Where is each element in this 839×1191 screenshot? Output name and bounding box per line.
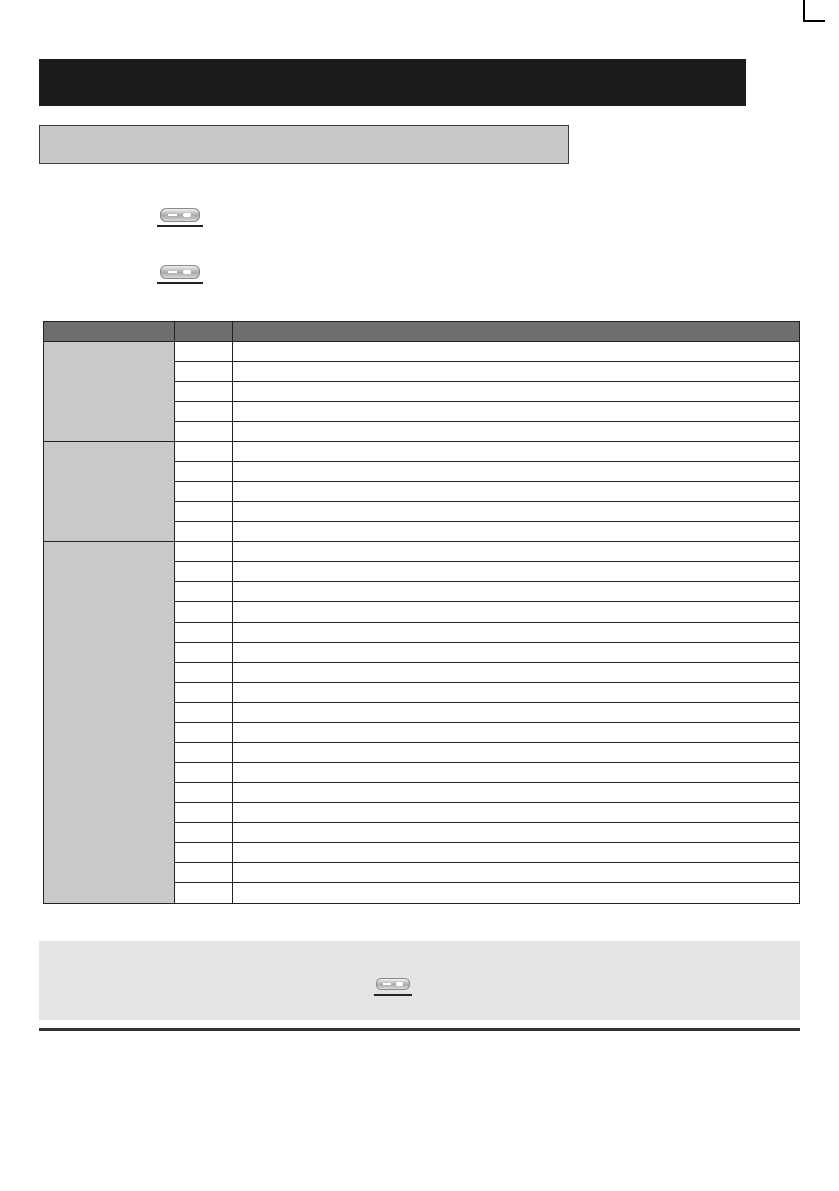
- table-cell: [175, 562, 233, 582]
- table-cell: [175, 743, 233, 763]
- table-group-cell: [44, 342, 175, 442]
- table-cell: [175, 883, 233, 903]
- table-cell: [233, 602, 799, 622]
- table-cell: [175, 442, 233, 462]
- table-cell: [233, 643, 799, 663]
- table-cell: [175, 522, 233, 542]
- table-cell: [233, 542, 799, 562]
- table-group-cell: [44, 542, 175, 903]
- table-cell: [175, 382, 233, 402]
- table-cell: [175, 362, 233, 382]
- table-cell: [175, 703, 233, 723]
- table-cell: [175, 843, 233, 863]
- table-cell: [233, 502, 799, 522]
- table-cell: [233, 462, 799, 482]
- table-cell: [175, 663, 233, 683]
- table-cell: [233, 863, 799, 883]
- table-cell: [175, 482, 233, 502]
- table-cell: [233, 743, 799, 763]
- table-cell: [175, 783, 233, 803]
- table-cell: [233, 663, 799, 683]
- table-cell: [233, 703, 799, 723]
- table-cell: [233, 422, 799, 442]
- table-cell: [233, 342, 799, 362]
- table-cell: [233, 763, 799, 783]
- table-cell: [175, 803, 233, 823]
- table-cell: [175, 422, 233, 442]
- table-cell: [175, 602, 233, 622]
- table-cell: [233, 683, 799, 703]
- table-cell: [233, 582, 799, 602]
- table-cell: [233, 783, 799, 803]
- table-cell: [175, 462, 233, 482]
- table-cell: [175, 402, 233, 422]
- table-cell: [233, 382, 799, 402]
- remote-key-icon: [157, 207, 203, 227]
- table-cell: [233, 482, 799, 502]
- table-cell: [233, 803, 799, 823]
- crop-mark: [803, 0, 825, 22]
- table-cell: [233, 562, 799, 582]
- table-cell: [175, 502, 233, 522]
- table-cell: [233, 843, 799, 863]
- divider: [39, 1028, 800, 1031]
- note-box: [39, 941, 800, 1020]
- table-cell: [175, 623, 233, 643]
- table-cell: [175, 823, 233, 843]
- table-cell: [233, 883, 799, 903]
- table-cell: [175, 582, 233, 602]
- table-cell: [233, 823, 799, 843]
- title-bar: [39, 59, 746, 106]
- table-cell: [175, 542, 233, 562]
- table-cell: [175, 723, 233, 743]
- table-cell: [233, 623, 799, 643]
- section-heading-box: [39, 125, 569, 164]
- table-cell: [233, 442, 799, 462]
- table-header-3: [233, 322, 799, 342]
- table-cell: [233, 723, 799, 743]
- table-cell: [175, 643, 233, 663]
- table-cell: [175, 342, 233, 362]
- table-group-cell: [44, 442, 175, 542]
- table-cell: [175, 763, 233, 783]
- remote-key-icon: [157, 264, 203, 284]
- table-header-2: [175, 322, 233, 342]
- settings-table: [43, 321, 800, 904]
- table-header-1: [44, 322, 175, 342]
- table-cell: [233, 362, 799, 382]
- table-cell: [233, 522, 799, 542]
- remote-key-icon: [374, 976, 412, 996]
- table-cell: [175, 863, 233, 883]
- table-cell: [175, 683, 233, 703]
- table-cell: [233, 402, 799, 422]
